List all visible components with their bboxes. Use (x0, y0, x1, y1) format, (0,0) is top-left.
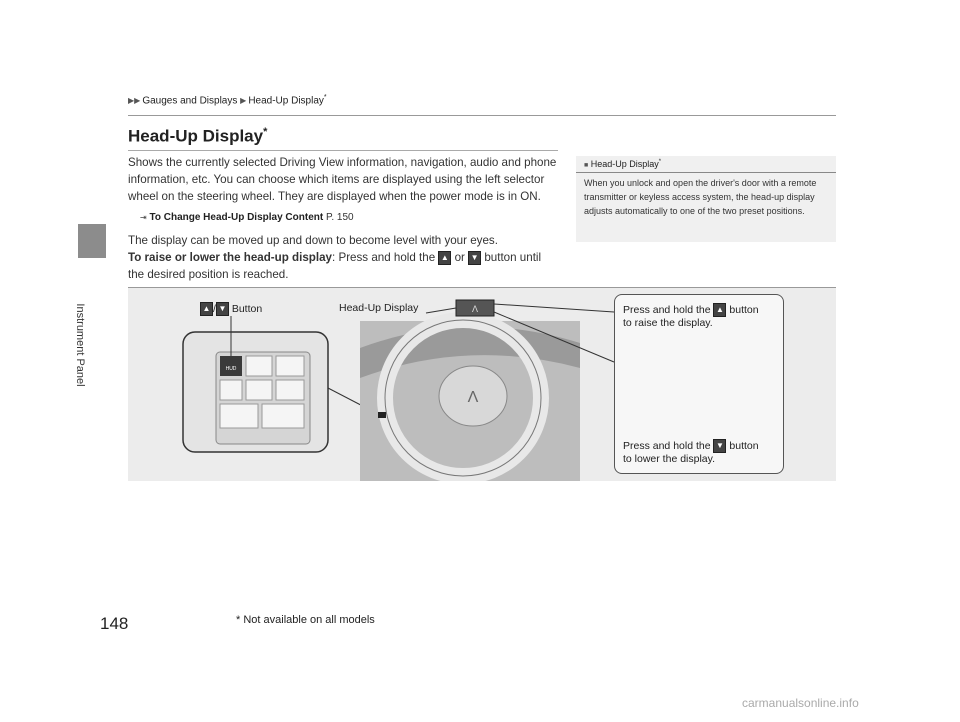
position-paragraph: The display can be moved up and down to become level with your eyes. (128, 234, 498, 247)
page-title-asterisk: * (263, 126, 268, 138)
button-label-slash: / (213, 302, 216, 315)
button-label-text: Button (231, 302, 263, 315)
breadcrumb-arrow-icon: ▶▶ (128, 96, 141, 106)
cross-reference[interactable] (140, 212, 354, 223)
svg-text:Λ: Λ (471, 304, 479, 314)
watermark: carmanualsonline.info (742, 696, 859, 710)
svg-text:Λ: Λ (467, 389, 479, 406)
note-asterisk: * (658, 159, 662, 165)
lower-text-a: Press and hold the (623, 439, 711, 452)
note-text: When you unlock and open the driver's door with a remote transmitter or keyless access system, the head-up display adjusts automatically to one of the two preset positions. (584, 178, 817, 216)
instruction-bold: To raise or lower the head-up display (128, 251, 333, 264)
down-button-icon: ▼ (468, 251, 481, 265)
note-marker-icon: ■ (584, 162, 589, 169)
button-label (200, 302, 262, 316)
page-title-text: Head-Up Display (128, 126, 264, 146)
raise-instruction (623, 303, 759, 329)
page-number: 148 (100, 614, 129, 633)
callout-up-button-icon: ▲ (713, 303, 726, 317)
lower-text-c: to lower the display. (623, 453, 716, 465)
instruction-line-2: the desired position is reached. (128, 268, 289, 281)
xref-arrow-icon: ⇥ (140, 213, 147, 222)
note-box (576, 156, 836, 242)
title-rule (128, 150, 558, 151)
header-rule (128, 115, 836, 116)
breadcrumb (128, 94, 327, 106)
note-title (584, 159, 661, 169)
intro-paragraph: Shows the currently selected Driving View information, navigation, audio and phone information, etc. You can choose which items are displayed using the left selector wheel on the steering wheel. They are displayed when the power mode is in ON. (128, 156, 557, 203)
instruction-or: or (451, 251, 469, 264)
fig-up-button-icon: ▲ (200, 302, 213, 316)
section-tab (78, 224, 106, 258)
footnote: * Not available on all models (236, 614, 375, 626)
up-button-icon: ▲ (438, 251, 451, 265)
fig-down-button-icon: ▼ (216, 302, 229, 316)
instruction-text-1: : Press and hold the (332, 251, 439, 264)
breadcrumb-asterisk: * (323, 94, 327, 101)
breadcrumb-arrow-icon: ▶ (240, 96, 247, 106)
raise-text-a: Press and hold the (623, 303, 711, 316)
xref-page[interactable]: P. 150 (325, 212, 354, 223)
instruction-text-2: button until (481, 251, 542, 264)
callout-down-button-icon: ▼ (713, 439, 726, 453)
note-rule (576, 172, 836, 173)
raise-text-c: to raise the display. (623, 317, 713, 329)
callout-box (614, 294, 784, 474)
page-title (128, 126, 267, 147)
xref-label[interactable]: To Change Head-Up Display Content (149, 212, 324, 223)
lower-instruction (623, 439, 759, 465)
instruction-paragraph (128, 249, 560, 283)
lower-text-b: button (729, 439, 759, 452)
section-label: Instrument Panel (74, 303, 86, 387)
note-title-text: Head-Up Display (590, 159, 659, 169)
breadcrumb-part-2[interactable]: Head-Up Display (248, 95, 324, 107)
svg-text:HUD: HUD (225, 366, 237, 372)
breadcrumb-part-1[interactable]: Gauges and Displays (142, 95, 238, 107)
raise-text-b: button (729, 303, 759, 316)
hud-label: Head-Up Display (339, 302, 419, 314)
